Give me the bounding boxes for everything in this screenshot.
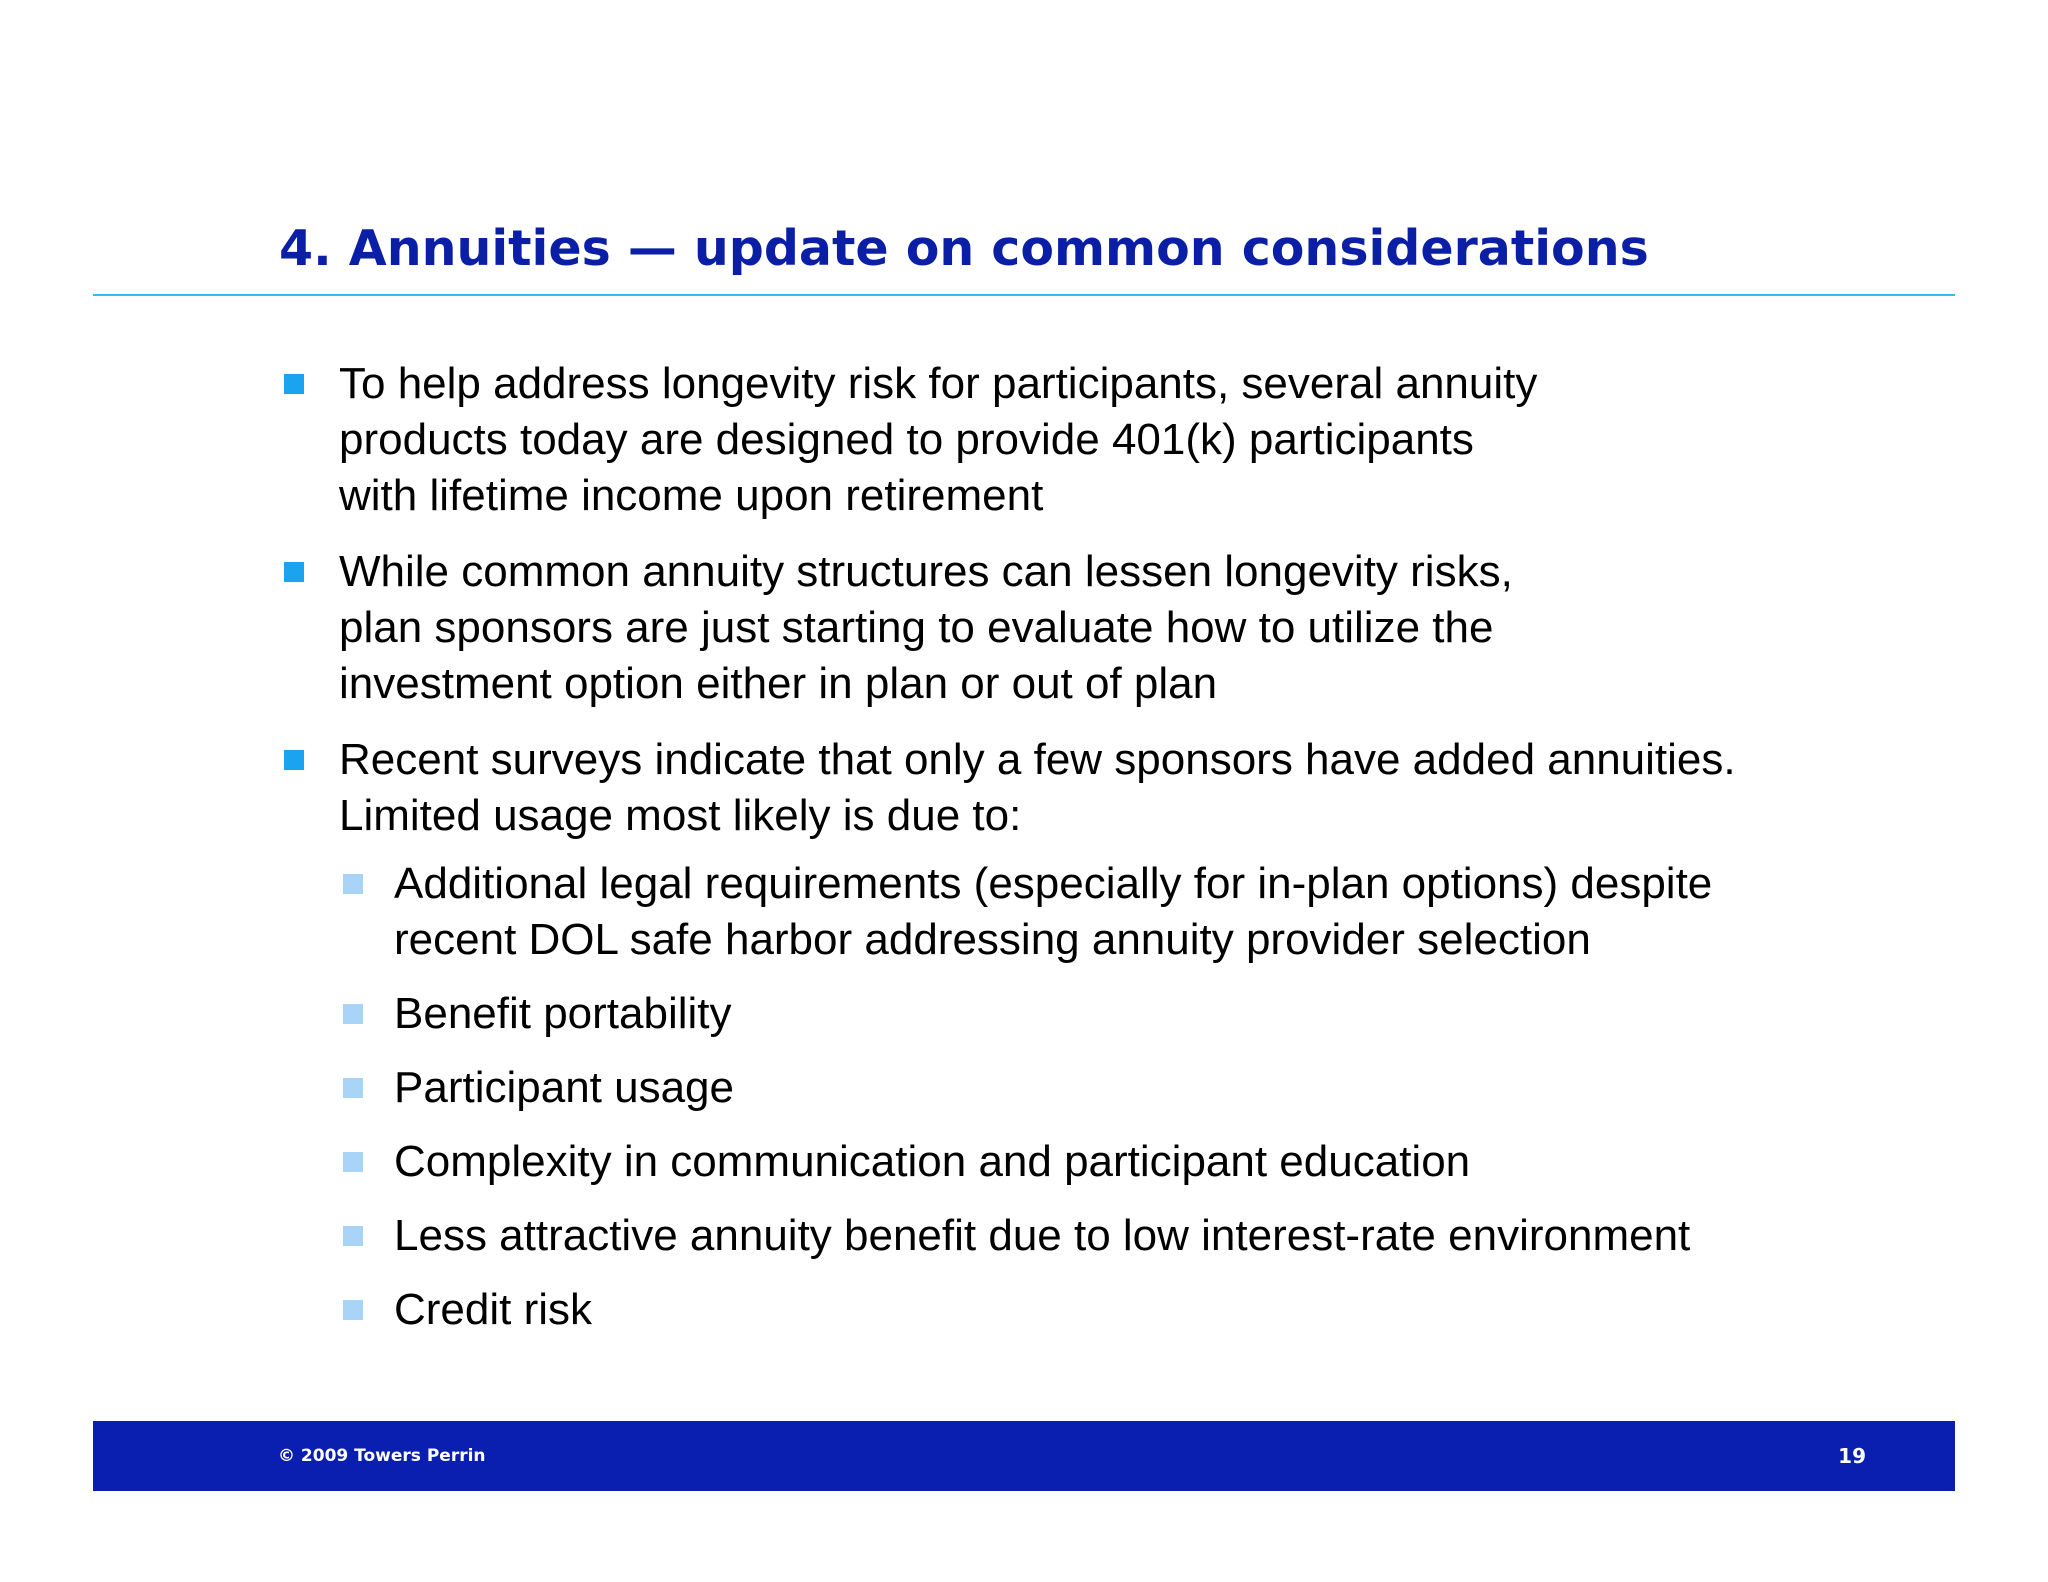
bullet-text-line: Complexity in communication and participant education xyxy=(394,1137,1471,1186)
bullet-text-line: Credit risk xyxy=(394,1285,593,1334)
bullet-square-icon xyxy=(284,562,304,582)
page-number: 19 xyxy=(1838,1444,1866,1468)
bullet-square-icon xyxy=(284,374,304,394)
copyright-text: © 2009 Towers Perrin xyxy=(278,1446,486,1466)
bullet-text-line: products today are designed to provide 401(k) participants xyxy=(339,415,1474,464)
sub-bullet-square-icon xyxy=(343,874,363,894)
bullet-text-line: While common annuity structures can lessen longevity risks, xyxy=(339,547,1513,596)
sub-bullet-square-icon xyxy=(343,1078,363,1098)
bullet-text-line: with lifetime income upon retirement xyxy=(339,471,1044,520)
sub-bullet-item xyxy=(394,1134,1470,1190)
sub-bullet-square-icon xyxy=(343,1300,363,1320)
sub-bullet-square-icon xyxy=(343,1004,363,1024)
bullet-text-line: investment option either in plan or out of plan xyxy=(339,659,1218,708)
bullet-text-line: Participant usage xyxy=(394,1063,734,1112)
bullet-square-icon xyxy=(284,750,304,770)
sub-bullet-item xyxy=(394,1060,734,1116)
sub-bullet-square-icon xyxy=(343,1226,363,1246)
sub-bullet-square-icon xyxy=(343,1152,363,1172)
bullet-text-line: Benefit portability xyxy=(394,989,732,1038)
bullet-item xyxy=(339,732,1736,844)
bullet-text-line: Recent surveys indicate that only a few sponsors have added annuities. xyxy=(339,735,1736,784)
bullet-text-line: Limited usage most likely is due to: xyxy=(339,791,1022,840)
sub-bullet-item xyxy=(394,986,732,1042)
bullet-text-line: recent DOL safe harbor addressing annuity provider selection xyxy=(394,915,1591,964)
sub-bullet-item xyxy=(394,856,1712,968)
bullet-text-line: Less attractive annuity benefit due to low interest-rate environment xyxy=(394,1211,1691,1260)
bullet-item xyxy=(339,356,1537,524)
bullet-item xyxy=(339,544,1513,712)
bullet-text-line: plan sponsors are just starting to evaluate how to utilize the xyxy=(339,603,1494,652)
sub-bullet-item xyxy=(394,1208,1690,1264)
bullet-text-line: Additional legal requirements (especially for in-plan options) despite xyxy=(394,859,1713,908)
bullet-text-line: To help address longevity risk for participants, several annuity xyxy=(339,359,1538,408)
sub-bullet-item xyxy=(394,1282,592,1338)
footer-bar xyxy=(93,1421,1955,1491)
slide-title: 4. Annuities — update on common considerations xyxy=(279,220,1649,277)
